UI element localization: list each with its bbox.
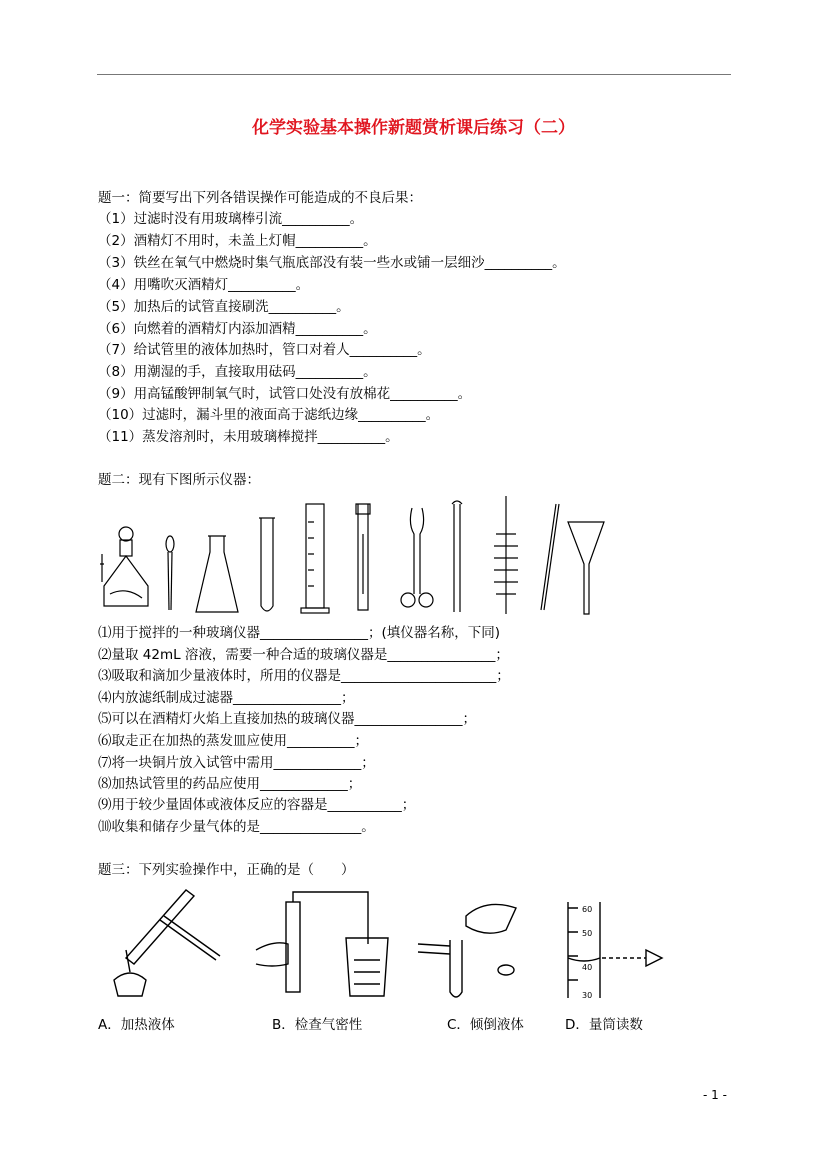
test-tube-icon — [259, 518, 275, 611]
q1-item: （4）用嘴吹灭酒精灯__________。 — [98, 277, 310, 293]
alcohol-lamp-icon — [100, 527, 148, 606]
option-d-label: D．量筒读数 — [565, 1017, 643, 1033]
q1-item: （3）铁丝在氧气中燃烧时集气瓶底部没有装一些水或铺一层细沙__________。 — [98, 255, 566, 271]
gas-jar-icon — [356, 504, 370, 610]
airtightness-check-icon — [256, 892, 388, 996]
dropper-icon — [166, 536, 174, 610]
tick-label: 40 — [582, 963, 593, 972]
q2-item: ⑷内放滤纸制成过滤器________________； — [98, 690, 355, 706]
cylinder-reading-icon — [568, 902, 662, 998]
q1-heading: 题一：简要写出下列各错误操作可能造成的不良后果： — [98, 190, 422, 206]
conical-flask-icon — [196, 536, 238, 612]
instruments-figure — [96, 494, 626, 618]
page-title: 化学实验基本操作新题赏析课后练习（二） — [252, 118, 575, 138]
heating-liquid-icon — [114, 890, 220, 996]
q1-item: （8）用潮湿的手，直接取用砝码__________。 — [98, 364, 377, 380]
test-tube-brush-icon — [494, 496, 518, 614]
tick-label: 50 — [582, 929, 593, 938]
q3-heading: 题三：下列实验操作中，正确的是（ ） — [98, 862, 355, 878]
q1-item: （6）向燃着的酒精灯内添加酒精__________。 — [98, 321, 377, 337]
q2-item: ⑸可以在酒精灯火焰上直接加热的玻璃仪器________________； — [98, 711, 476, 727]
option-b-label: B．检查气密性 — [272, 1017, 363, 1033]
pouring-liquid-icon — [418, 904, 516, 997]
tick-label: 30 — [582, 991, 593, 1000]
q2-item: ⑹取走正在加热的蒸发皿应使用__________； — [98, 733, 368, 749]
q2-item: ⑼用于较少量固体或液体反应的容器是___________； — [98, 797, 416, 813]
q1-item: （5）加热后的试管直接刷洗__________。 — [98, 299, 350, 315]
header-rule — [97, 74, 731, 75]
page-number: - 1 - — [703, 1088, 727, 1102]
q1-item: （7）给试管里的液体加热时，管口对着人__________。 — [98, 342, 431, 358]
q1-item: （9）用高锰酸钾制氧气时，试管口处没有放棉花__________。 — [98, 386, 472, 402]
funnel-icon — [568, 522, 604, 614]
option-c-label: C．倾倒液体 — [447, 1017, 524, 1033]
glass-rod-icon — [541, 504, 559, 610]
q1-item: （2）酒精灯不用时，未盖上灯帽__________。 — [98, 233, 377, 249]
q2-item: ⑺将一块铜片放入试管中需用_____________； — [98, 755, 375, 771]
q2-item: ⑵量取 42mL 溶液，需要一种合适的玻璃仪器是________________； — [98, 647, 509, 663]
q2-item: ⑶吸取和滴加少量液体时，所用的仪器是_______________________； — [98, 668, 510, 684]
graduated-cylinder-icon — [301, 504, 329, 613]
q1-item: （10）过滤时，漏斗里的液面高于滤纸边缘__________。 — [98, 407, 440, 423]
option-a-label: A．加热液体 — [98, 1017, 175, 1033]
q2-item: ⑴用于搅拌的一种玻璃仪器________________；(填仪器名称，下同) — [98, 625, 501, 641]
long-tube-icon — [452, 501, 462, 612]
crucible-tongs-icon — [401, 508, 433, 607]
q2-item: ⑽收集和储存少量气体的是_______________。 — [98, 819, 375, 835]
q2-item: ⑻加热试管里的药品应使用_____________； — [98, 776, 362, 792]
q1-item: （1）过滤时没有用玻璃棒引流__________。 — [98, 211, 364, 227]
q1-item: （11）蒸发溶剂时，未用玻璃棒搅拌__________。 — [98, 429, 399, 445]
tick-label: 60 — [582, 905, 593, 914]
q2-heading: 题二：现有下图所示仪器： — [98, 472, 260, 488]
q3-operations-figure — [106, 880, 676, 1008]
